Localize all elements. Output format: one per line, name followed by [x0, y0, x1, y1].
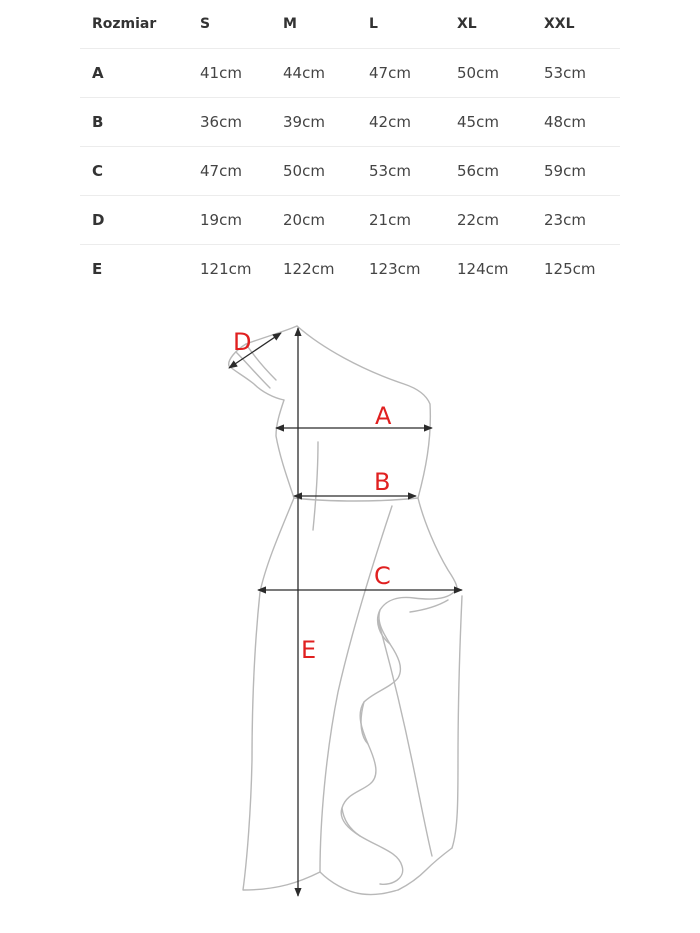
table-cell: 123cm: [369, 260, 421, 278]
header-size-m: M: [283, 16, 297, 32]
table-cell: 47cm: [200, 162, 242, 180]
table-cell: 19cm: [200, 211, 242, 229]
row-label: B: [92, 113, 104, 131]
table-cell: 20cm: [283, 211, 325, 229]
label-c: C: [374, 562, 391, 590]
size-table: [80, 0, 620, 293]
label-b: B: [374, 468, 391, 496]
table-cell: 48cm: [544, 113, 586, 131]
header-size-xxl: XXL: [544, 16, 575, 32]
table-cell: 53cm: [544, 64, 586, 82]
table-cell: 22cm: [457, 211, 499, 229]
label-d: D: [233, 328, 252, 356]
header-size-s: S: [200, 16, 211, 32]
table-cell: 23cm: [544, 211, 586, 229]
table-cell: 45cm: [457, 113, 499, 131]
header-rozmiar: Rozmiar: [92, 16, 157, 32]
table-cell: 39cm: [283, 113, 325, 131]
row-label: E: [92, 260, 103, 278]
dress-diagram-svg: [0, 300, 700, 933]
table-header-row: [80, 0, 620, 49]
dress-outline: [229, 326, 462, 895]
table-cell: 50cm: [457, 64, 499, 82]
table-cell: 56cm: [457, 162, 499, 180]
table-cell: 53cm: [369, 162, 411, 180]
label-e: E: [301, 636, 317, 664]
table-cell: 42cm: [369, 113, 411, 131]
table-row: [80, 147, 620, 196]
measurement-lines: [229, 328, 462, 896]
table-cell: 47cm: [369, 64, 411, 82]
table-cell: 121cm: [200, 260, 252, 278]
table-row: [80, 98, 620, 147]
table-cell: 44cm: [283, 64, 325, 82]
table-cell: 21cm: [369, 211, 411, 229]
row-label: A: [92, 64, 104, 82]
table-cell: 124cm: [457, 260, 509, 278]
label-a: A: [375, 402, 392, 430]
dress-measurement-diagram: [0, 300, 700, 933]
table-cell: 59cm: [544, 162, 586, 180]
table-cell: 50cm: [283, 162, 325, 180]
row-label: D: [92, 211, 105, 229]
table-cell: 122cm: [283, 260, 335, 278]
table-row: [80, 49, 620, 98]
header-size-xl: XL: [457, 16, 477, 32]
table-row: [80, 196, 620, 245]
table-row: [80, 245, 620, 293]
row-label: C: [92, 162, 104, 180]
table-cell: 41cm: [200, 64, 242, 82]
table-cell: 36cm: [200, 113, 242, 131]
table-cell: 125cm: [544, 260, 596, 278]
header-size-l: L: [369, 16, 378, 32]
